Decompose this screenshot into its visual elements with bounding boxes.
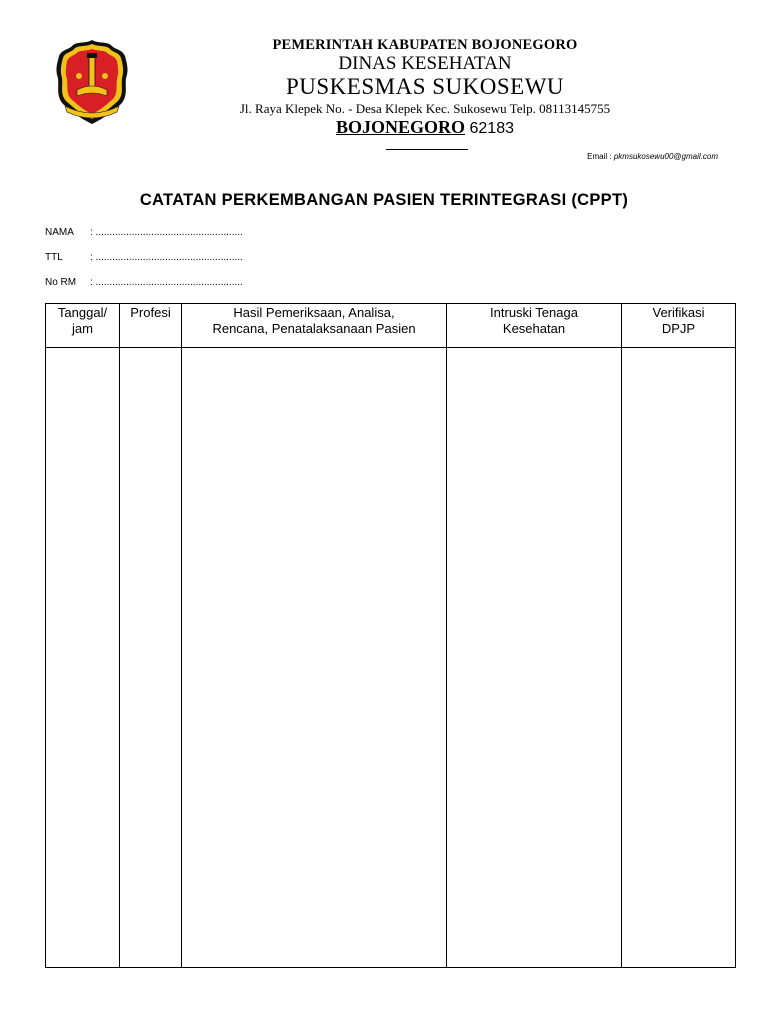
- column-header-line: Hasil Pemeriksaan, Analisa,: [233, 305, 395, 320]
- column-header-line: Tanggal/: [57, 305, 108, 320]
- cppt-table: [45, 303, 736, 968]
- cell-instruksi[interactable]: [447, 348, 622, 968]
- column-header-line: Intruski Tenaga: [490, 305, 578, 320]
- table-row: [46, 348, 736, 968]
- field-blank[interactable]: : .....................................................: [90, 227, 243, 238]
- column-header-line: Rencana, Penatalaksanaan Pasien: [212, 321, 416, 336]
- column-header-line: Verifikasi: [652, 305, 705, 320]
- form-title: CATATAN PERKEMBANGAN PASIEN TERINTEGRASI (CPPT): [139, 191, 629, 209]
- email-address: pkmsukosewu00@gmail.com: [613, 152, 718, 161]
- field-ttl: [45, 252, 243, 263]
- column-header-hasil: [182, 304, 447, 348]
- institution-name: PUSKESMAS SUKOSEWU: [285, 74, 565, 99]
- cell-verifikasi[interactable]: [622, 348, 736, 968]
- field-blank[interactable]: : .....................................................: [90, 252, 243, 263]
- cell-hasil[interactable]: [182, 348, 447, 968]
- column-header-instruksi: [447, 304, 622, 348]
- column-header-line: jam: [72, 321, 93, 336]
- bojonegoro-emblem-icon: [55, 38, 130, 126]
- field-label: TTL: [45, 252, 63, 263]
- email-line: [587, 152, 718, 161]
- column-header-line: Kesehatan: [502, 321, 566, 336]
- table-header-row: [46, 304, 736, 348]
- address-line: Jl. Raya Klepek No. - Desa Klepek Kec. Sukosewu Telp. 08113145755: [239, 101, 611, 116]
- postal-code: 62183: [469, 120, 514, 137]
- cell-tanggal[interactable]: [46, 348, 120, 968]
- column-header-verifikasi: [622, 304, 736, 348]
- city-name: BOJONEGORO: [335, 117, 465, 137]
- cell-profesi[interactable]: [120, 348, 182, 968]
- city-line: [200, 117, 650, 138]
- field-label: NAMA: [45, 227, 74, 238]
- email-label: Email :: [587, 152, 614, 161]
- department-name: DINAS KESEHATAN: [338, 53, 512, 74]
- column-header-line: Profesi: [130, 305, 171, 320]
- field-blank[interactable]: : .....................................................: [90, 277, 243, 288]
- column-header-profesi: [120, 304, 182, 348]
- column-header-line: DPJP: [661, 321, 696, 336]
- government-name: PEMERINTAH KABUPATEN BOJONEGORO: [272, 37, 578, 53]
- field-nama: [45, 227, 243, 238]
- header-divider: [386, 149, 468, 150]
- field-no-rm: [45, 277, 243, 288]
- column-header-tanggal: [46, 304, 120, 348]
- field-label: No RM: [45, 277, 77, 288]
